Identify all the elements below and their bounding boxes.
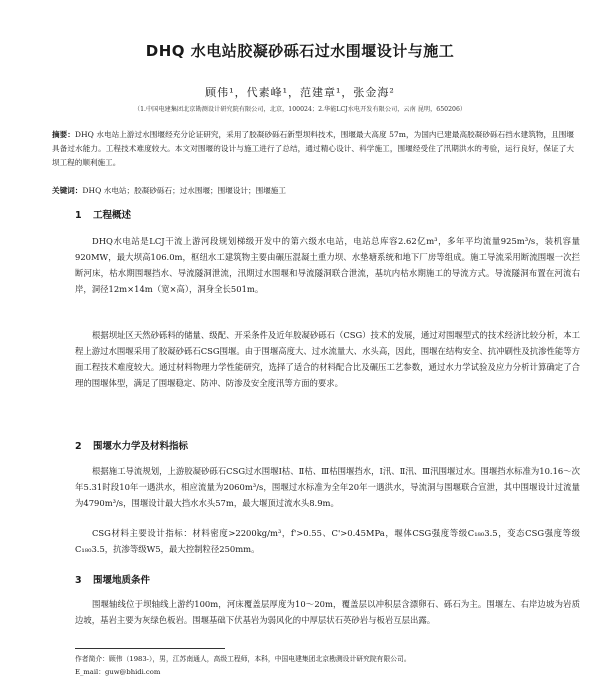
section-number: 1	[75, 210, 82, 221]
section-2-paragraph-2: CSG材料主要设计指标：材料密度>2200kg/m³，f'>0.55、C'>0.45MPa，堰体CSG强度等级C₁₈₀3.5，变态CSG强度等级C₁₈₀3.5，抗渗等级W5，最大控制粒径250mm。	[75, 528, 580, 554]
abstract-text: DHQ 水电站上游过水围堰经充分论证研究，采用了胶凝砂砾石新型坝料技术，围堰最大高度 57m，为国内已建最高胶凝砂砾石挡水建筑物，且围堰具备过水能力。工程技术难度较大。本文对围堰的设计与施工进行了总结，通过精心设计、科学施工，围堰经受住了汛期洪水的考验，运行良好，保证了大坝工程的顺利施工。	[52, 130, 574, 167]
section-heading-1	[75, 207, 131, 221]
footnote-email: E_mail：guw@bhidi.com	[75, 668, 161, 676]
keywords-label: 关键词：	[52, 186, 83, 195]
abstract	[52, 128, 574, 170]
footnote	[75, 653, 580, 679]
section-title: 围堰地质条件	[93, 575, 151, 586]
author-list: 顾伟¹，代素峰¹，范建章¹，张金海²	[205, 86, 395, 99]
paper-title: DHQ 水电站胶凝砂砾石过水围堰设计与施工	[145, 42, 455, 60]
section-heading-3	[75, 572, 150, 586]
footnote-author-bio: 作者简介：顾伟（1983-），男，江苏南通人，高级工程师，本科，中国电建集团北京勘测设计研究院有限公司。	[75, 655, 411, 663]
section-2-paragraph-1: 根据施工导流规划，上游胶凝砂砾石CSG过水围堰Ⅰ枯、Ⅱ枯、Ⅲ枯围堰挡水，Ⅰ汛、Ⅱ汛、Ⅲ汛围堰过水。围堰挡水标准为10.16～次年5.31时段10年一遇洪水，相应流量为2060m³/s，围堰过水标准为全年20年一遇洪水，导流洞与围堰联合宣泄，其中围堰设计过流量为4790m³/s，围堰设计最大挡水水头57m，最大堰顶过流水头8.9m。	[75, 466, 580, 508]
section-3-paragraph-1: 围堰轴线位于坝轴线上游约100m，河床覆盖层厚度为10～20m，覆盖层以冲积层含漂卵石、砾石为主。围堰左、右岸边坡为岩质边坡，基岩主要为灰绿色板岩。围堰基础下伏基岩为弱风化的中厚层状石英砂岩与板岩互层出露。	[75, 599, 580, 625]
section-title: 工程概述	[93, 210, 132, 221]
section-1-paragraph-2: 根据坝址区天然砂砾料的储量、级配、开采条件及近年胶凝砂砾石（CSG）技术的发展，通过对围堰型式的技术经济比较分析，本工程上游过水围堰采用了胶凝砂砾石CSG围堰。由于围堰高度大、过水流量大、水头高，因此，围堰在结构安全、抗冲刷性及抗渗性能等方面工程技术难度较大。通过材料物理力学性能研究，选择了适合的材料配合比及碾压工艺参数，通过水力学试验及应力分析计算确定了合理的围堰体型，满足了围堰稳定、防冲、防渗及安全度汛等方面的要求。	[75, 330, 580, 388]
affiliation: （1.中国电建集团北京勘测设计研究院有限公司，北京，100024；2.华能LCJ水电开发有限公司，云南 昆明，650206）	[133, 106, 467, 113]
footnote-rule	[75, 648, 225, 649]
section-title: 围堰水力学及材料指标	[93, 441, 189, 452]
abstract-label: 摘要：	[52, 130, 75, 139]
section-number: 2	[75, 441, 82, 452]
keywords	[52, 184, 574, 198]
section-heading-2	[75, 438, 188, 452]
section-number: 3	[75, 575, 82, 586]
section-1-paragraph-1: DHQ水电站是LCJ干流上游河段规划梯级开发中的第六级水电站，电站总库容2.62亿m³，多年平均流量925m³/s，装机容量920MW，最大坝高106.0m，枢纽水工建筑物主要由碾压混凝土重力坝、水垫塘系统和地下厂房等组成。施工导流采用断流围堰一次拦断河床，枯水期围堰挡水、导流隧洞泄流，汛期过水围堰和导流隧洞联合泄流，基坑内枯水期施工的导流方式。导流隧洞布置在河流右岸，洞径12m×14m（宽×高），洞身全长501m。	[75, 236, 580, 294]
keywords-text: DHQ 水电站；胶凝砂砾石；过水围堰；围堰设计；围堰施工	[82, 186, 286, 195]
